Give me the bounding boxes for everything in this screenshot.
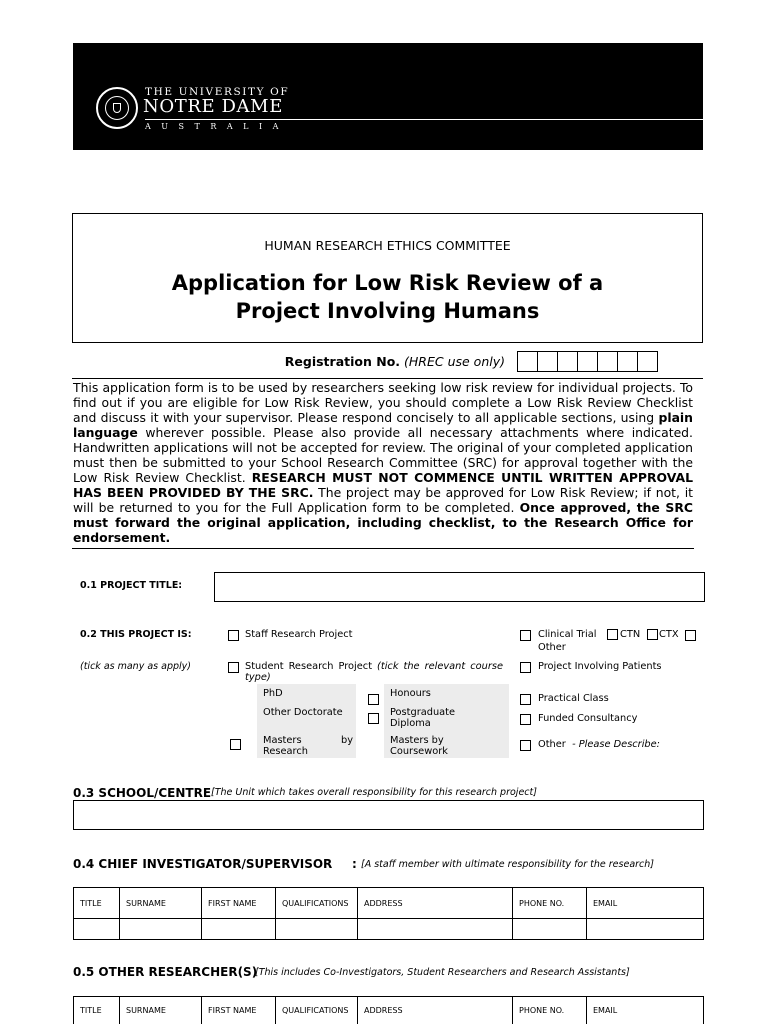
student-research-label-text: Student Research Project [245,661,378,672]
registration-box[interactable] [597,351,618,372]
other-top-label: Other [538,642,566,653]
phd-label: PhD [263,688,283,699]
project-title-field[interactable] [214,572,705,602]
email-cell[interactable] [587,919,704,940]
registration-row [72,343,703,379]
registration-box[interactable] [537,351,558,372]
registration-box[interactable] [617,351,638,372]
form-title-line-1: Application for Low Risk Review of a [171,271,604,295]
staff-research-checkbox[interactable] [228,630,239,641]
intro-part-3: The project may be approved for Low Risk Review; if not, it will be returned to you for the Full Application form to be completed. [73,485,693,515]
other-bottom-checkbox[interactable] [520,740,531,751]
registration-box[interactable] [557,351,578,372]
logo-rule [145,119,704,120]
clinical-trial-label: Clinical Trial [538,629,597,640]
other-researchers-note: [This includes Co-Investigators, Student Researchers and Research Assistants] [255,967,630,978]
surname-cell[interactable] [120,919,202,940]
column-header-email: EMAIL [587,997,704,1024]
student-research-checkbox[interactable] [228,662,239,673]
registration-label [285,354,505,369]
title-cell[interactable] [74,919,120,940]
form-title [73,269,702,325]
masters-research-label: Masters by Research [263,735,353,757]
phone-cell[interactable] [513,919,587,940]
column-header-title: TITLE [74,997,120,1024]
other-bottom-label [538,739,660,750]
involving-patients-checkbox[interactable] [520,662,531,673]
intro-must-not: RESEARCH MUST NOT COMMENCE UNTIL WRITTEN APPROVAL HAS BEEN PROVIDED BY THE SRC. [73,470,693,500]
logo-line-2: NOTRE DAME [143,96,283,117]
column-header-address: ADDRESS [358,997,513,1024]
intro-part-2: wherever possible. Please also provide all necessary attachments where indicated. Handwritten applications will not be accepted for review. The original of your completed application must then be submitted to your School Research Committee (SRC) for approval together with the Low Risk Review Checklist. [73,425,693,485]
masters-research-checkbox[interactable] [230,739,241,750]
other-researchers-table [73,996,704,1024]
please-describe-note: - Please Describe: [572,739,660,750]
seal-inner-ring [105,96,129,120]
practical-class-label: Practical Class [538,693,609,704]
column-header-qualifications: QUALIFICATIONS [276,997,358,1024]
school-centre-label: 0.3 SCHOOL/CENTRE [73,786,212,800]
form-title-box [72,213,703,343]
column-header-qualifications: QUALIFICATIONS [276,888,358,919]
practical-class-checkbox[interactable] [520,694,531,705]
column-header-first-name: FIRST NAME [202,997,276,1024]
other-researchers-label: 0.5 OTHER RESEARCHER(S) [73,965,258,979]
intro-once-approved: Once approved, the SRC must forward the original application, including checklist, to the Research Office for endorsement. [73,500,693,545]
involving-patients-label: Project Involving Patients [538,661,662,672]
school-centre-field[interactable] [73,800,704,830]
column-header-email: EMAIL [587,888,704,919]
chief-investigator-table [73,887,704,940]
ctx-label: CTX [659,629,679,640]
intro-part-1: This application form is to be used by researchers seeking low risk review for individual projects. To find out if you are eligible for Low Risk Review, you should complete a Low Risk Review Checklist and discuss it with your supervisor. Please respond concisely to all applicable sections, using [73,380,693,425]
table-header-row [74,888,704,919]
honours-checkbox[interactable] [368,694,379,705]
seal-shield-icon [113,103,121,113]
column-header-address: ADDRESS [358,888,513,919]
project-type-note: (tick as many as apply) [80,661,191,672]
form-title-line-2: Project Involving Humans [235,299,540,323]
column-header-phone: PHONE NO. [513,997,587,1024]
table-row [74,919,704,940]
other-top-checkbox[interactable] [685,630,696,641]
ctn-label: CTN [620,629,641,640]
clinical-trial-checkbox[interactable] [520,630,531,641]
registration-boxes [517,351,657,372]
staff-research-label: Staff Research Project [245,629,353,640]
logo-line-1: THE UNIVERSITY OF [145,86,290,98]
committee-name: HUMAN RESEARCH ETHICS COMMITTEE [264,238,511,253]
postgraduate-diploma-label: Postgraduate Diploma [390,707,456,729]
chief-investigator-colon: : [352,857,357,871]
ctx-checkbox[interactable] [647,629,658,640]
honours-label: Honours [390,688,431,699]
student-research-label [245,661,503,683]
intro-plain-language: plain language [73,410,693,440]
postgraduate-diploma-checkbox[interactable] [368,713,379,724]
registration-note: (HREC use only) [404,354,505,369]
school-centre-note: [The Unit which takes overall responsibility for this research project] [211,787,537,798]
chief-investigator-note: [A staff member with ultimate responsibility for the research] [361,859,654,870]
column-header-surname: SURNAME [120,997,202,1024]
column-header-phone: PHONE NO. [513,888,587,919]
qualifications-cell[interactable] [276,919,358,940]
first-name-cell[interactable] [202,919,276,940]
funded-consultancy-checkbox[interactable] [520,714,531,725]
registration-box[interactable] [637,351,658,372]
intro-rule [72,548,694,549]
project-title-label: 0.1 PROJECT TITLE: [80,580,183,591]
logo-line-3: AUSTRALIA [145,122,289,131]
project-type-label: 0.2 THIS PROJECT IS: [80,629,192,640]
chief-investigator-label: 0.4 CHIEF INVESTIGATOR/SUPERVISOR [73,857,333,871]
registration-box[interactable] [577,351,598,372]
column-header-surname: SURNAME [120,888,202,919]
student-research-course-note: (tick the relevant course type) [245,661,503,683]
university-banner [73,43,703,150]
funded-consultancy-label: Funded Consultancy [538,713,638,724]
column-header-title: TITLE [74,888,120,919]
column-header-first-name: FIRST NAME [202,888,276,919]
intro-paragraph [73,380,693,545]
table-header-row [74,997,704,1024]
address-cell[interactable] [358,919,513,940]
registration-label-text: Registration No. [284,354,401,369]
other-bottom-label-text: Other [538,739,566,750]
masters-coursework-label: Masters by Coursework [390,735,448,757]
other-doctorate-label: Other Doctorate [263,707,343,718]
ctn-checkbox[interactable] [607,629,618,640]
registration-box[interactable] [517,351,538,372]
university-seal-icon [96,87,138,129]
